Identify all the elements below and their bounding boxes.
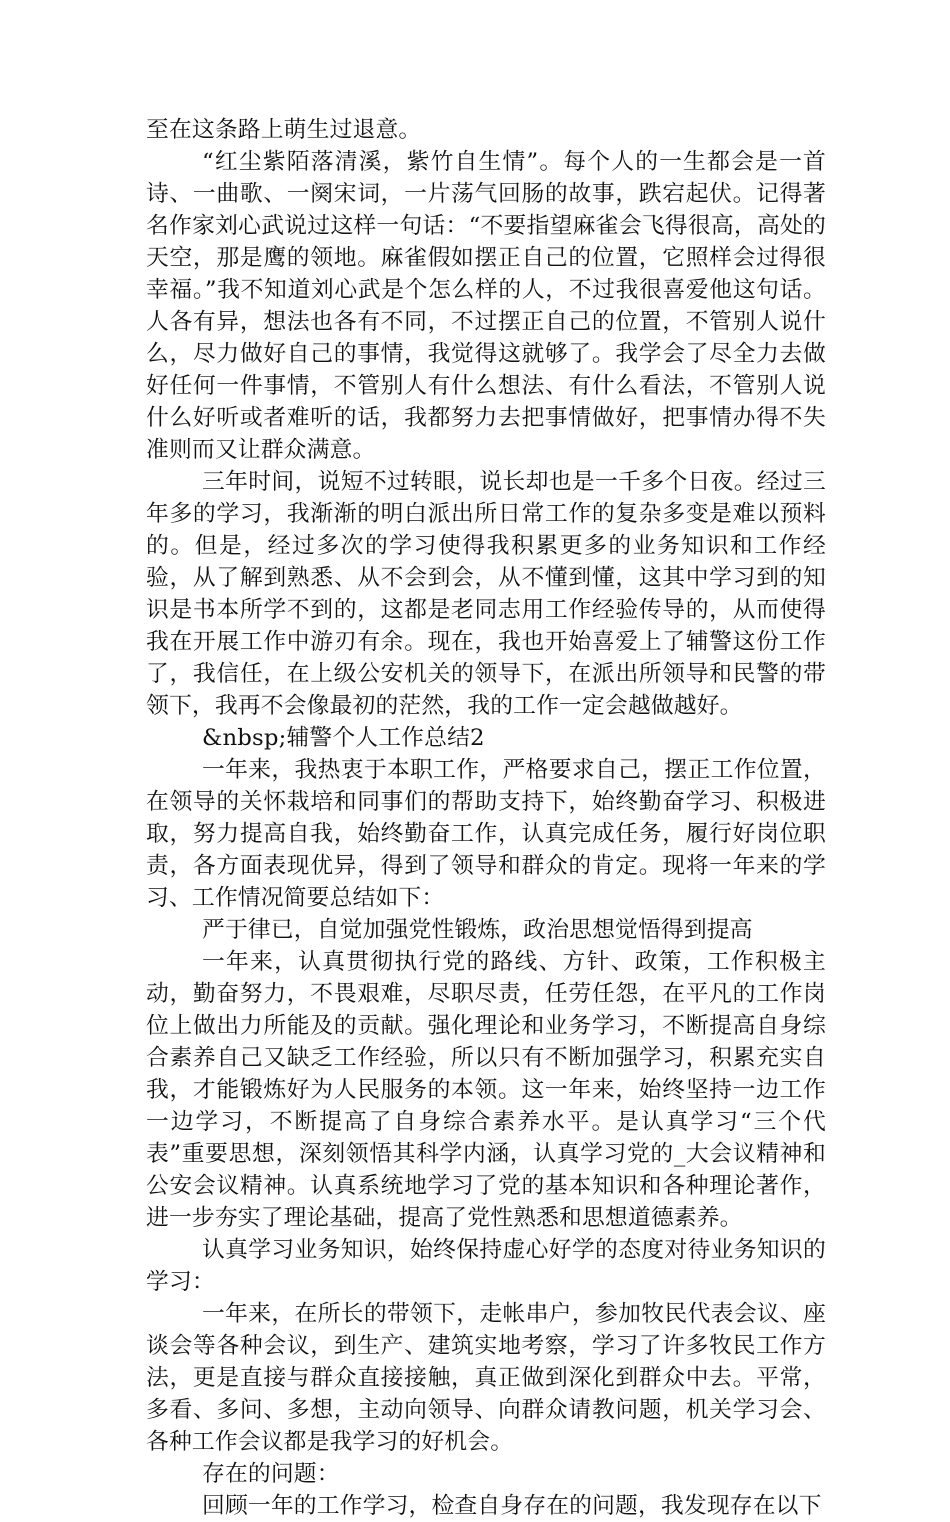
paragraph-quote-liu-xinwu: “红尘紫陌落清溪，紫竹自生情”。每个人的一生都会是一首诗、一曲歌、一阕宋词，一片荡气回肠的故事，跌宕起伏。记得著名作家刘心武说过这样一句话：“不要指望麻雀会飞得很高，高处的天空，那是鹰的领地。麻雀假如摆正自己的位置，它照样会过得很幸福。”我不知道刘心武是个怎么样的人，不过我很喜爱他这句话。人各有异，想法也各有不同，不过摆正自己的位置，不管别人说什么，尽力做好自己的事情，我觉得这就够了。我学会了尽全力去做好任何一件事情，不管别人有什么想法、有什么看法，不管别人说什么好听或者难听的话，我都努力去把事情做好，把事情办得不失准则而又让群众满意。	[146, 149, 826, 463]
paragraph-year-overview: 一年来，我热衷于本职工作，严格要求自己，摆正工作位置，在领导的关怀栽培和同事们的帮助支持下，始终勤奋学习、积极进取，努力提高自我，始终勤奋工作，认真完成任务，履行好岗位职责，各方面表现优异，得到了领导和群众的肯定。现将一年来的学习、工作情况简要总结如下：	[146, 757, 826, 911]
subheading-business-study: 认真学习业务知识，始终保持虚心好学的态度对待业务知识的学习：	[146, 1237, 826, 1295]
section-title-summary-2: &nbsp;辅警个人工作总结2	[202, 725, 485, 751]
paragraph-continuation: 至在这条路上萌生过退意。	[146, 117, 422, 143]
paragraph-review: 回顾一年的工作学习，检查自身存在的问题，我发现存在以下	[202, 1493, 822, 1519]
subheading-self-discipline: 严于律已，自觉加强党性锻炼，政治思想觉悟得到提高	[202, 917, 753, 943]
paragraph-field-work: 一年来，在所长的带领下，走帐串户，参加牧民代表会议、座谈会等各种会议，到生产、建筑实地考察，学习了许多牧民工作方法，更是直接与群众直接接触，真正做到深化到群众中去。平常，多看、多问、多想，主动向领导、向群众请教问题，机关学习会、各种工作会议都是我学习的好机会。	[146, 1301, 826, 1455]
document-body	[146, 114, 826, 1522]
paragraph-three-years: 三年时间，说短不过转眼，说长却也是一千多个日夜。经过三年多的学习，我渐渐的明白派出所日常工作的复杂多变是难以预料的。但是，经过多次的学习使得我积累更多的业务知识和工作经验，从了解到熟悉、从不会到会，从不懂到懂，这其中学习到的知识是书本所学不到的，这都是老同志用工作经验传导的，从而使得我在开展工作中游刃有余。现在，我也开始喜爱上了辅警这份工作了，我信任，在上级公安机关的领导下，在派出所领导和民警的带领下，我再不会像最初的茫然，我的工作一定会越做越好。	[146, 469, 826, 719]
paragraph-party-line: 一年来，认真贯彻执行党的路线、方针、政策，工作积极主动，勤奋努力，不畏艰难，尽职尽责，任劳任怨，在平凡的工作岗位上做出力所能及的贡献。强化理论和业务学习，不断提高自身综合素养自己又缺乏工作经验，所以只有不断加强学习，积累充实自我，才能锻炼好为人民服务的本领。这一年来，始终坚持一边工作一边学习，不断提高了自身综合素养水平。是认真学习“三个代表”重要思想，深刻领悟其科学内涵，认真学习党的_大会议精神和公安会议精神。认真系统地学习了党的基本知识和各种理论著作，进一步夯实了理论基础，提高了党性熟悉和思想道德素养。	[146, 949, 826, 1231]
subheading-problems: 存在的问题：	[202, 1461, 340, 1487]
